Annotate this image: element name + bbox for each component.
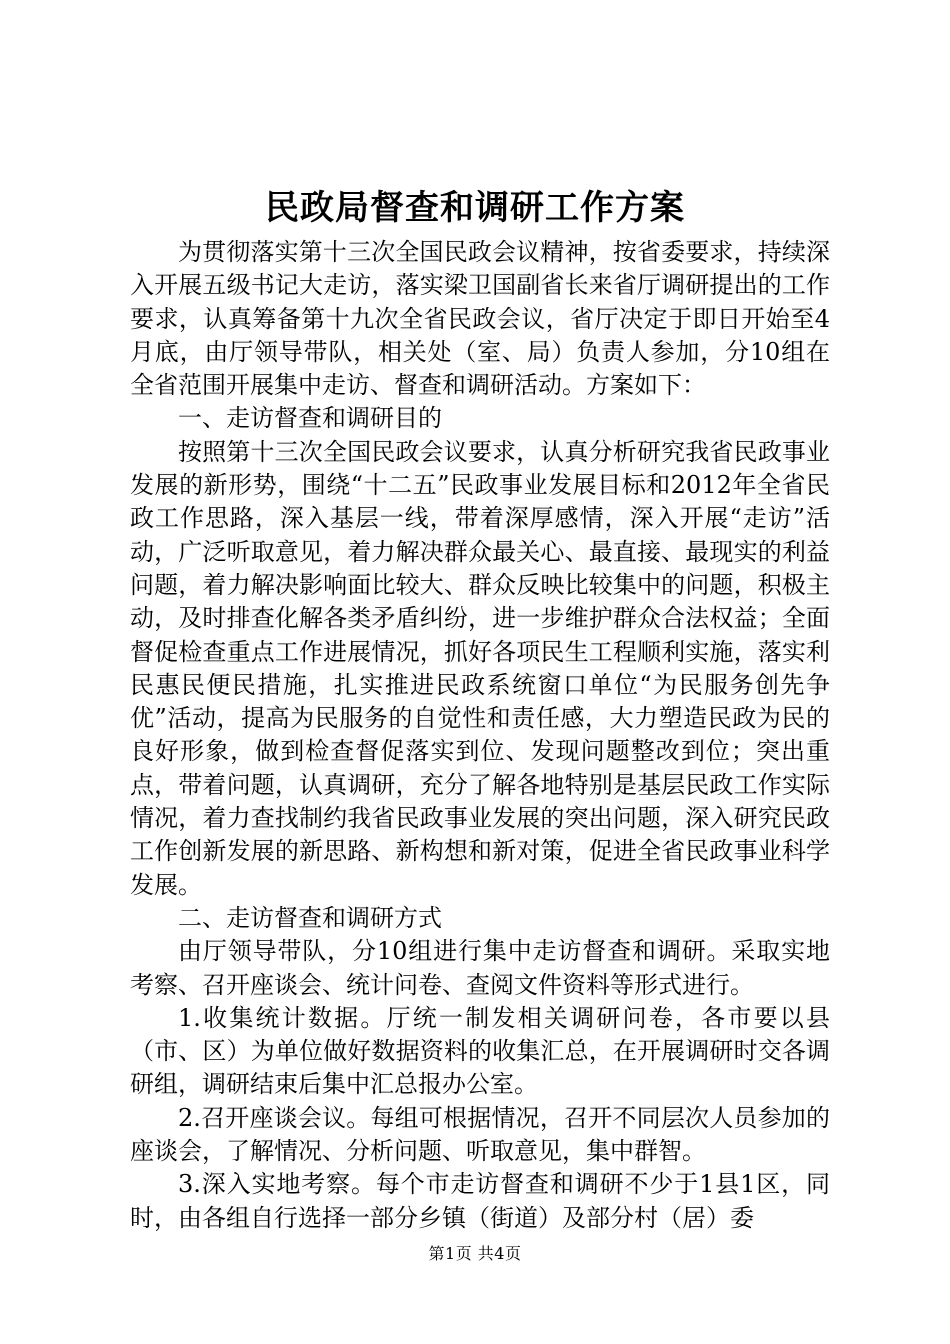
- document-body: [130, 236, 830, 1235]
- method-paragraph: 由厅领导带队，分10组进行集中走访督查和调研。采取实地考察、召开座谈会、统计问卷、查阅文件资料等形式进行。: [130, 937, 830, 999]
- method-item-1: 1.收集统计数据。厅统一制发相关调研问卷，各市要以县（市、区）为单位做好数据资料的收集汇总，在开展调研时交各调研组，调研结束后集中汇总报办公室。: [130, 1003, 830, 1099]
- page-number-footer: 第1页 共4页: [428, 1244, 522, 1263]
- section-heading-purpose: 一、走访督查和调研目的: [178, 404, 442, 433]
- method-item-3: 3.深入实地考察。每个市走访督查和调研不少于1县1区，同时，由各组自行选择一部分乡镇（街道）及部分村（居）委: [130, 1170, 830, 1232]
- section-heading-method: 二、走访督查和调研方式: [178, 903, 442, 932]
- method-item-2: 2.召开座谈会议。每组可根据情况，召开不同层次人员参加的座谈会，了解情况、分析问题、听取意见，集中群智。: [130, 1103, 830, 1166]
- intro-paragraph: 为贯彻落实第十三次全国民政会议精神，按省委要求，持续深入开展五级书记大走访，落实梁卫国副省长来省厅调研提出的工作要求，认真筹备第十九次全省民政会议，省厅决定于即日开始至4月底，由厅领导带队，相关处（室、局）负责人参加，分10组在全省范围开展集中走访、督查和调研活动。方案如下：: [130, 238, 830, 400]
- document-title: 民政局督查和调研工作方案: [265, 188, 685, 228]
- purpose-paragraph: 按照第十三次全国民政会议要求，认真分析研究我省民政事业发展的新形势，围绕“十二五”民政事业发展目标和2012年全省民政工作思路，深入基层一线，带着深厚感情，深入开展“走访”活动，广泛听取意见，着力解决群众最关心、最直接、最现实的利益问题，着力解决影响面比较大、群众反映比较集中的问题，积极主动，及时排查化解各类矛盾纠纷，进一步维护群众合法权益；全面督促检查重点工作进展情况，抓好各项民生工程顺利实施，落实利民惠民便民措施，扎实推进民政系统窗口单位“为民服务创先争优”活动，提高为民服务的自觉性和责任感，大力塑造民政为民的良好形象，做到检查督促落实到位、发现问题整改到位；突出重点，带着问题，认真调研，充分了解各地特别是基层民政工作实际情况，着力查找制约我省民政事业发展的突出问题，深入研究民政工作创新发展的新思路、新构想和新对策，促进全省民政事业科学发展。: [130, 437, 830, 899]
